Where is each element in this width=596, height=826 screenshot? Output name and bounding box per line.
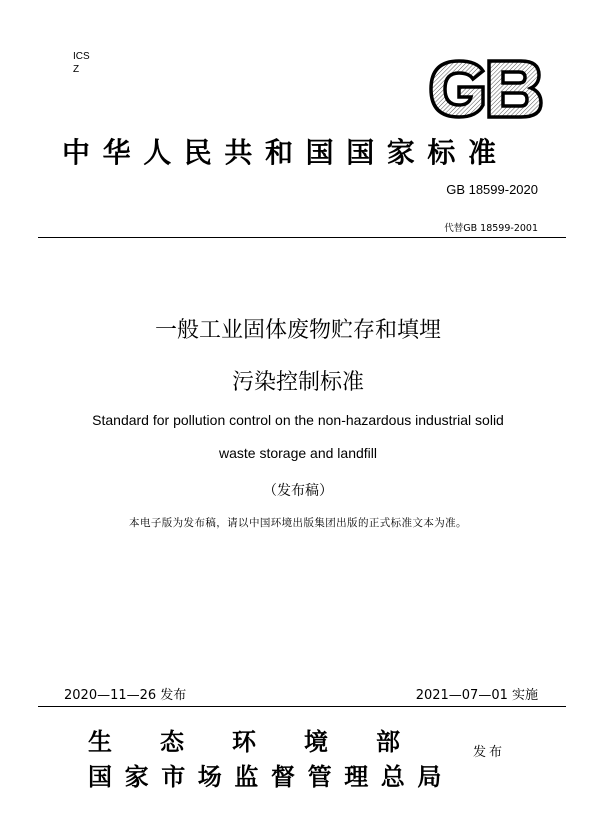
issue-label: 发布 bbox=[473, 745, 506, 760]
gb-logo bbox=[425, 57, 545, 121]
ics-code bbox=[73, 50, 90, 76]
implement-date: 2021—07—01 实施 bbox=[415, 688, 538, 703]
issue-date: 2020—11—26 发布 bbox=[64, 688, 187, 703]
draft-label: （发布稿） bbox=[263, 483, 333, 499]
category-code: Z bbox=[73, 64, 80, 75]
top-divider bbox=[38, 237, 566, 238]
gb-logo-icon bbox=[425, 57, 545, 121]
ics-label: ICS bbox=[73, 51, 90, 62]
bottom-divider bbox=[38, 706, 566, 707]
title-cn-line1: 一般工业固体废物贮存和填埋 bbox=[154, 318, 441, 343]
gb-logo-text: GB bbox=[485, 97, 487, 98]
national-standard-title: 中华人民共和国国家标准 bbox=[62, 136, 509, 169]
title-cn-line2: 污染控制标准 bbox=[231, 370, 364, 395]
standard-number: GB 18599-2020 bbox=[446, 182, 538, 197]
electronic-version-notice: 本电子版为发布稿，请以中国环境出版集团出版的正式标准文本为准。 bbox=[129, 517, 467, 529]
replaces-standard: 代替GB 18599-2001 bbox=[444, 223, 538, 234]
title-en-line1: Standard for pollution control on the non-hazardous industrial solid bbox=[92, 412, 504, 428]
authority-samr: 国家市场监督管理总局 bbox=[88, 763, 454, 791]
title-en-line2: waste storage and landfill bbox=[219, 445, 377, 461]
authority-mee: 生 态 环 境 部 bbox=[88, 728, 400, 756]
